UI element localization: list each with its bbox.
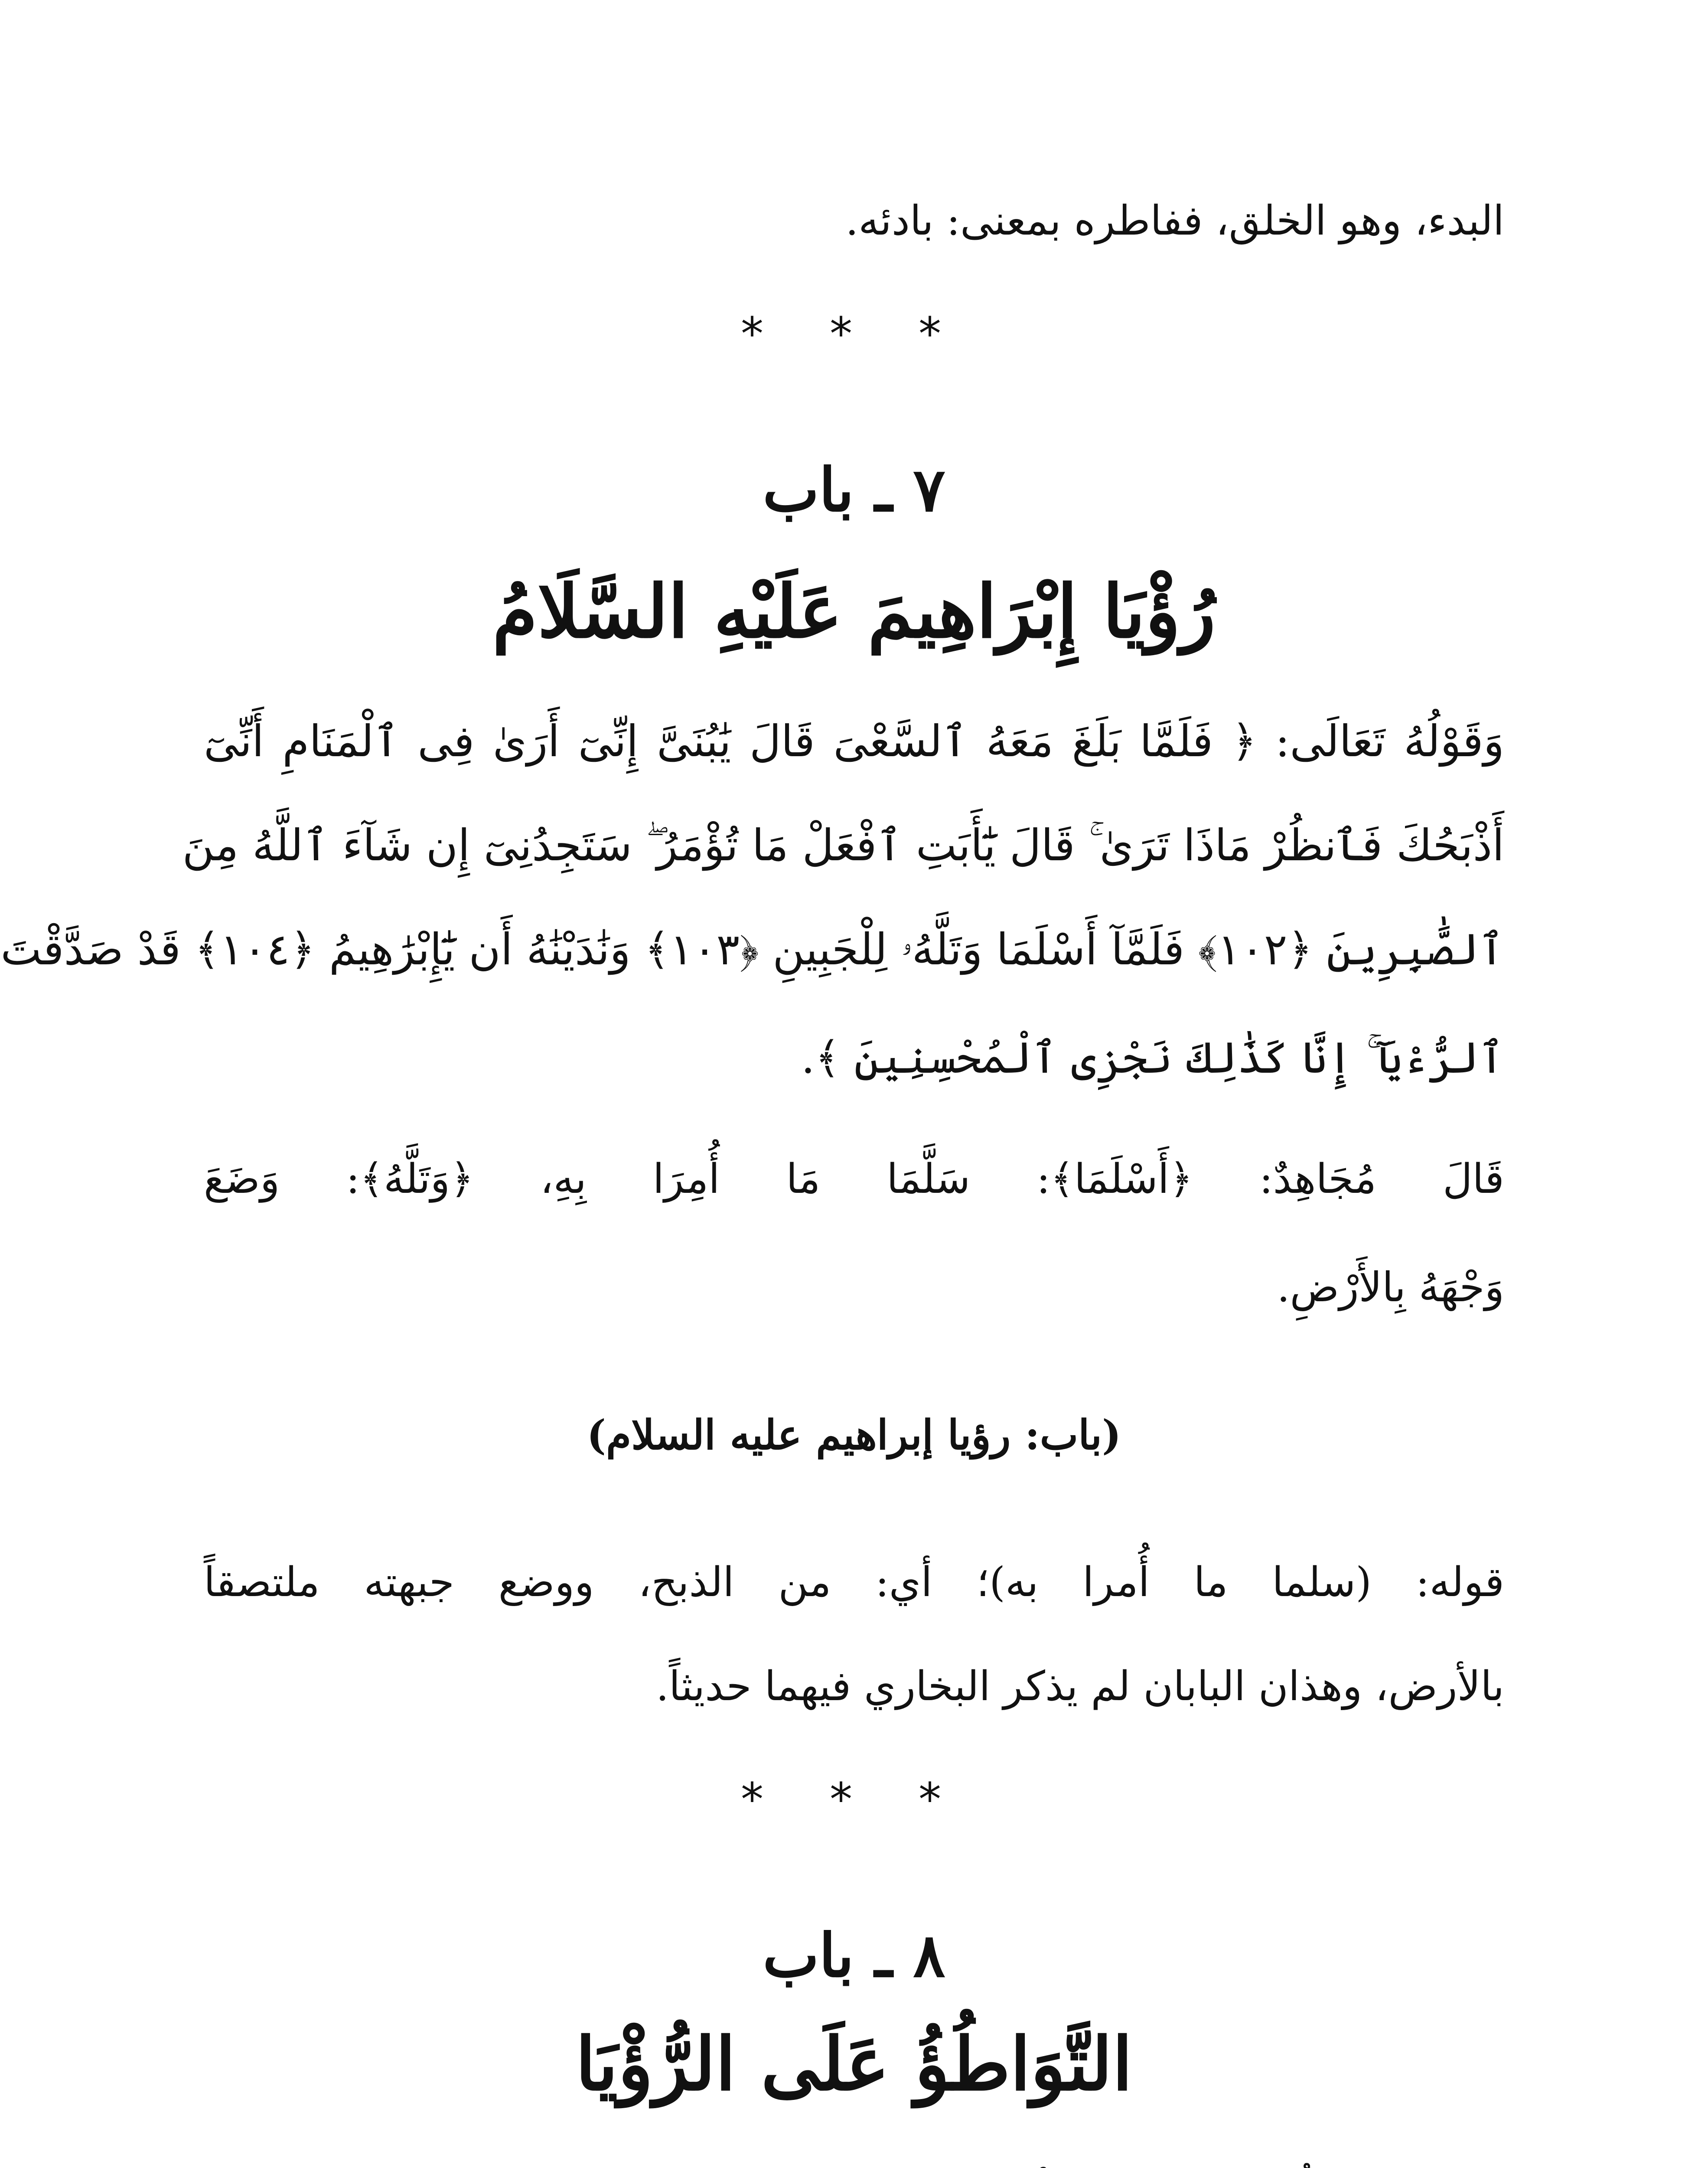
- chapter-8-number: ٨ ـ باب: [763, 1920, 945, 1991]
- quran-line: وَقَوْلُهُ تَعَالَى: ﴿ فَلَمَّا بَلَغَ مَعَهُ ٱلسَّعْىَ قَالَ يَٰبُنَىَّ إِنِّىٓ أَرَىٰ فِى ٱلْمَنَامِ أَنِّىٓ: [204, 716, 1504, 767]
- chapter-8-title: التَّوَاطُؤُ عَلَى الرُّؤْيَا: [575, 2021, 1133, 2107]
- commentary-line: بالأرض، وهذان البابان لم يذكر البخاري فيهما حديثاً.: [656, 1663, 1504, 1710]
- mujahid-line: قَالَ مُجَاهِدٌ: ﴿أَسْلَمَا﴾: سَلَّمَا مَا أُمِرَا بِهِ، ﴿وَتَلَّهُ﴾: وَضَعَ: [204, 1156, 1504, 1203]
- commentary-8: [204, 2164, 1504, 2168]
- commentary-line: قوله: (سلما ما أُمرا به)؛ أي: من الذبح، ووضع جبهته ملتصقاً: [204, 1559, 1504, 1606]
- chapter-7-number: ٧ ـ باب: [763, 454, 945, 525]
- quran-line: ٱلرُّءْيَآ ۚ إِنَّا كَذَٰلِكَ نَجْزِى ٱلْمُحْسِنِينَ ﴾.: [801, 1032, 1504, 1083]
- quran-line: ٱلصَّٰبِرِينَ ﴿١٠٢﴾ فَلَمَّآ أَسْلَمَا وَتَلَّهُۥ لِلْجَبِينِ ﴿١٠٣﴾ وَنَٰدَيْنَٰهُ أَن يَٰٓإِبْرَٰهِيمُ ﴿١٠٤﴾ قَدْ صَدَّقْتَ: [0, 924, 1504, 975]
- separator-stars: * * *: [740, 1773, 968, 1826]
- quran-line: أَذْبَحُكَ فَٱنظُرْ مَاذَا تَرَىٰ ۚ قَالَ يَٰٓأَبَتِ ٱفْعَلْ مَا تُؤْمَرُ ۖ سَتَجِدُنِىٓ إِن شَآءَ ٱللَّهُ مِنَ: [182, 820, 1504, 871]
- mujahid-line: وَجْهَهُ بِالأَرْضِ.: [1277, 1264, 1504, 1311]
- separator-stars: * * *: [740, 307, 968, 360]
- top-line: البدء، وهو الخلق، ففاطره بمعنى: بادئه.: [845, 197, 1504, 245]
- commentary-heading-7: (باب: رؤيا إبراهيم عليه السلام): [587, 1411, 1121, 1459]
- chapter-7-title: رُؤْيَا إِبْرَاهِيمَ عَلَيْهِ السَّلَامُ: [492, 568, 1216, 654]
